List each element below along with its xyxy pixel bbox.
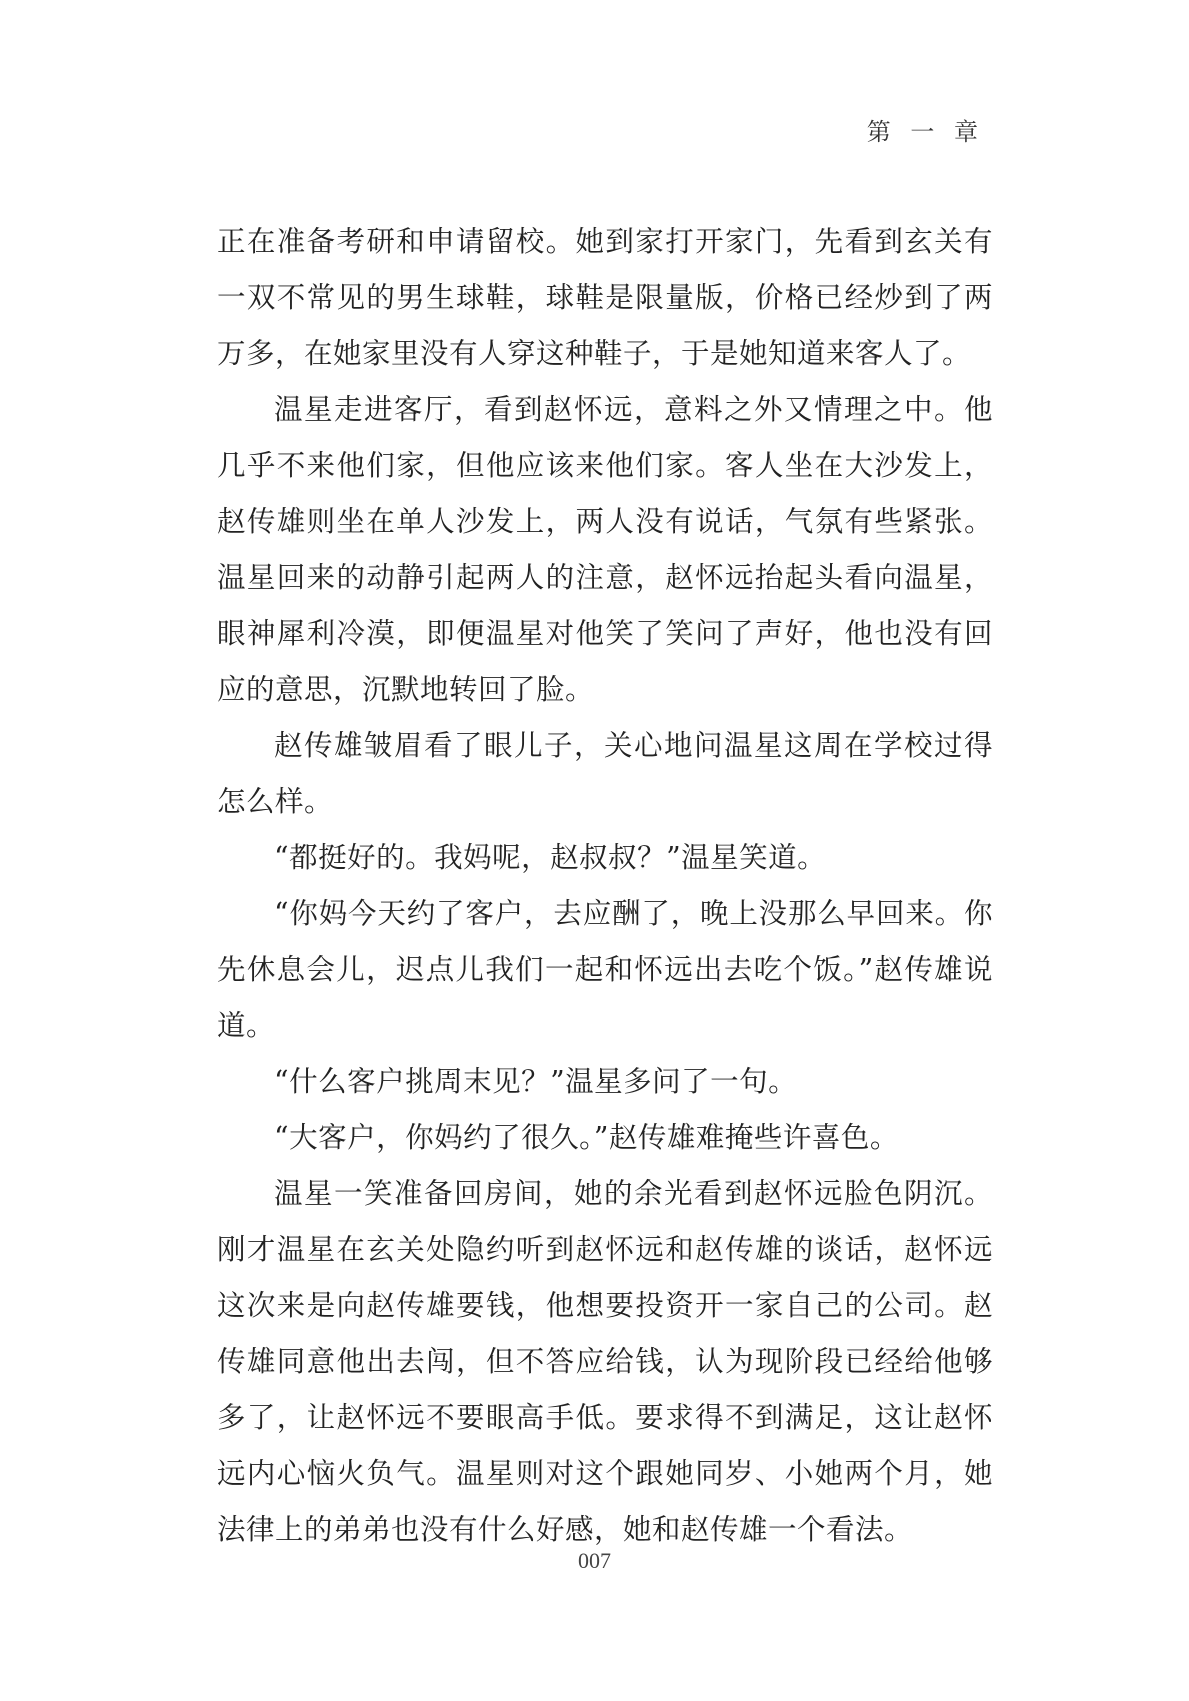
dialogue-paragraph: “都挺好的。我妈呢，赵叔叔？”温星笑道。 (274, 841, 827, 874)
paragraph: 赵传雄皱眉看了眼儿子，关心地问温星这周在学校过得怎么样。 (217, 729, 993, 818)
chapter-header: 第 一 章 (866, 118, 984, 146)
dialogue-paragraph: “你妈今天约了客户，去应酬了，晚上没那么早回来。你先休息会儿，迟点儿我们一起和怀远出去吃个饭。”赵传雄说道。 (217, 897, 993, 1042)
dialogue-paragraph: “大客户，你妈约了很久。”赵传雄难掩些许喜色。 (274, 1121, 899, 1154)
paragraph: 温星走进客厅，看到赵怀远，意料之外又情理之中。他几乎不来他们家，但他应该来他们家。客人坐在大沙发上，赵传雄则坐在单人沙发上，两人没有说话，气氛有些紧张。温星回来的动静引起两人的注意，赵怀远抬起头看向温星，眼神犀利冷漠，即便温星对他笑了笑问了声好，他也没有回应的意思，沉默地转回了脸。 (217, 393, 993, 706)
dialogue-paragraph: “什么客户挑周末见？”温星多问了一句。 (274, 1065, 798, 1098)
paragraph-continued: 正在准备考研和申请留校。她到家打开家门，先看到玄关有一双不常见的男生球鞋，球鞋是限量版，价格已经炒到了两万多，在她家里没有人穿这种鞋子，于是她知道来客人了。 (217, 225, 993, 370)
page-number: 007 (578, 1548, 611, 1573)
page-body (217, 214, 993, 1558)
paragraph: 温星一笑准备回房间，她的余光看到赵怀远脸色阴沉。刚才温星在玄关处隐约听到赵怀远和赵传雄的谈话，赵怀远这次来是向赵传雄要钱，他想要投资开一家自己的公司。赵传雄同意他出去闯，但不答应给钱，认为现阶段已经给他够多了，让赵怀远不要眼高手低。要求得不到满足，这让赵怀远内心恼火负气。温星则对这个跟她同岁、小她两个月，她法律上的弟弟也没有什么好感，她和赵传雄一个看法。 (217, 1177, 993, 1546)
